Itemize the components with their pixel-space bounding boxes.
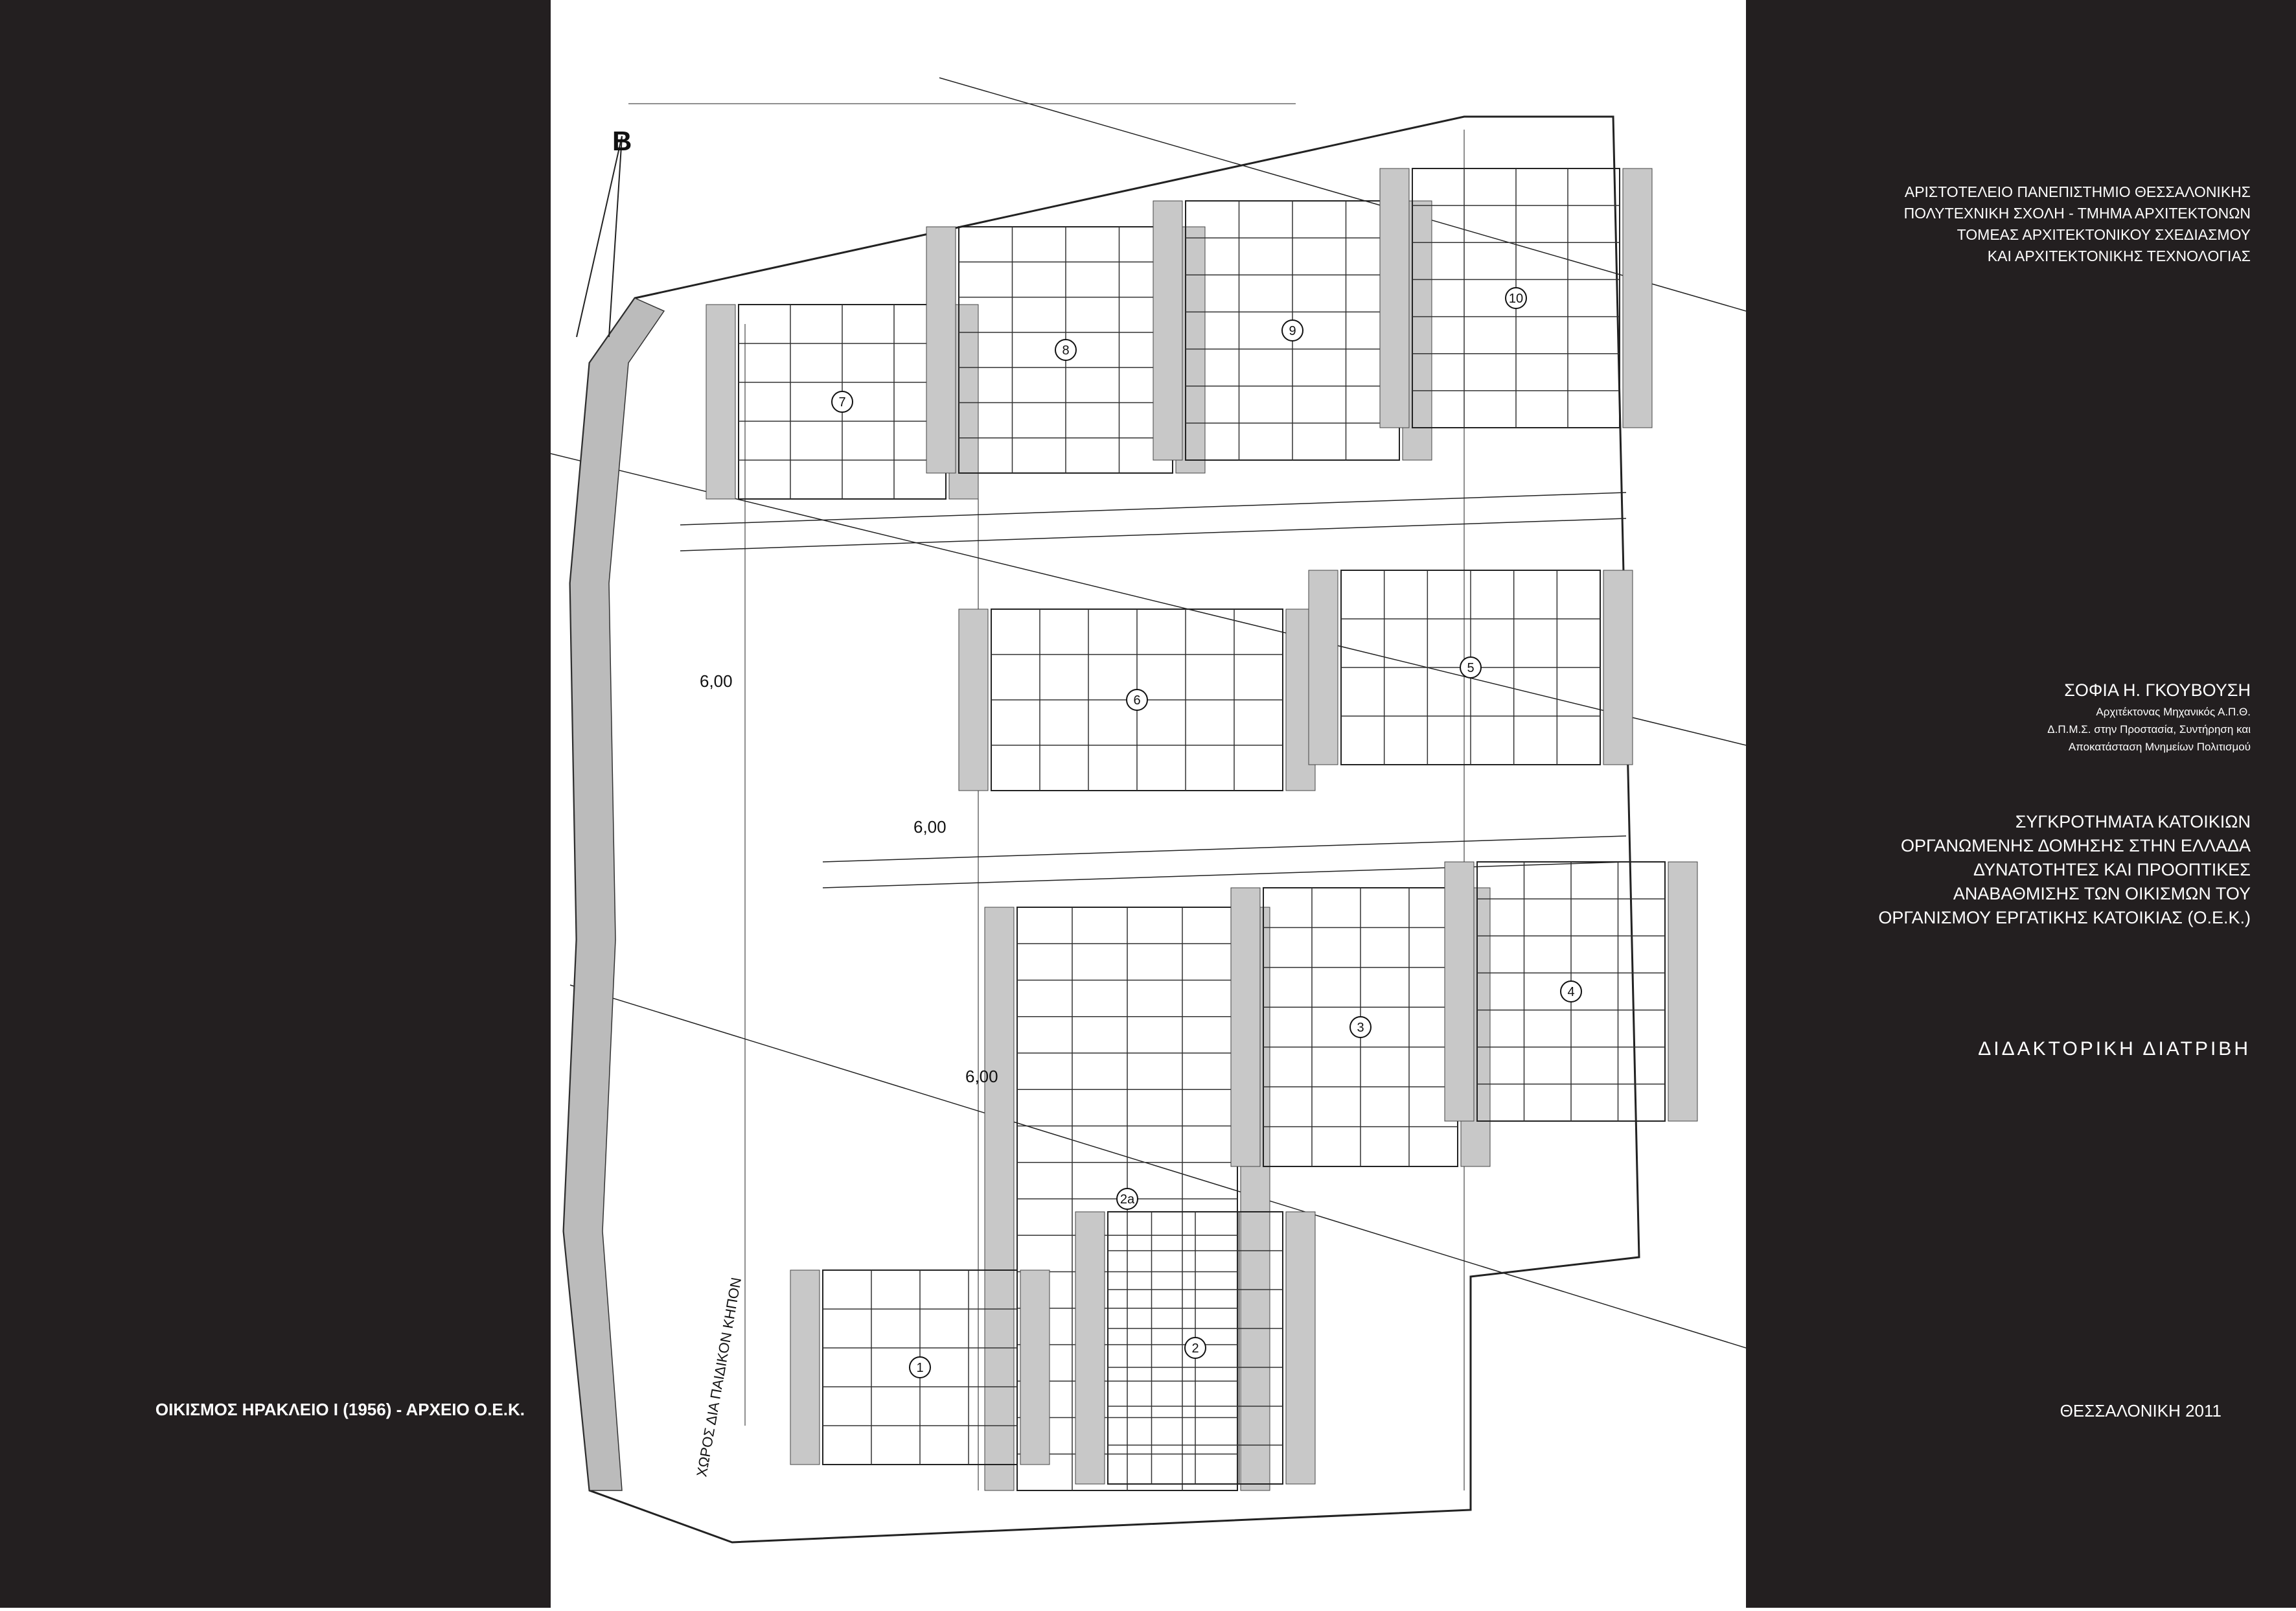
garden-strip: [1020, 1270, 1050, 1465]
thesis-title: [1878, 810, 2251, 930]
site-plan-drawing: [551, 0, 1746, 1608]
block-number: 10: [1508, 292, 1524, 306]
garden-strip: [985, 907, 1014, 1490]
north-letter: Β: [612, 126, 632, 156]
garden-strip: [959, 609, 988, 791]
housing-block: [959, 609, 1315, 791]
garden-strip: [1668, 862, 1697, 1121]
author-block: [2047, 677, 2251, 756]
road-width-label: 6,00: [700, 671, 733, 691]
document-type: ΔΙΔΑΚΤΟΡΙΚΗ ΔΙΑΤΡΙΒΗ: [1978, 1038, 2251, 1060]
garden-strip: [1603, 570, 1633, 765]
left-panel: [0, 0, 551, 1608]
university-line: ΚΑΙ ΑΡΧΙΤΕΚΤΟΝΙΚΗΣ ΤΕΧΝΟΛΟΓΙΑΣ: [1987, 248, 2251, 264]
university-line: ΤΟΜΕΑΣ ΑΡΧΙΤΕΚΤΟΝΙΚΟΥ ΣΧΕΔΙΑΣΜΟΥ: [1957, 226, 2251, 243]
block-number: 8: [1062, 343, 1070, 358]
university-line: ΑΡΙΣΤΟΤΕΛΕΙΟ ΠΑΝΕΠΙΣΤΗΜΙΟ ΘΕΣΣΑΛΟΝΙΚΗΣ: [1904, 183, 2251, 200]
garden-strip: [1286, 1212, 1315, 1484]
thesis-title-line: ΟΡΓΑΝΩΜΕΝΗΣ ΔΟΜΗΣΗΣ ΣΤΗΝ ΕΛΛΑΔΑ: [1901, 836, 2251, 855]
housing-block: [1309, 570, 1633, 765]
block-number: 7: [838, 395, 846, 410]
garden-strip: [926, 227, 956, 473]
road-width-label: 6,00: [913, 817, 947, 837]
right-panel: [1746, 0, 2296, 1608]
garden-strip: [790, 1270, 820, 1465]
thesis-title-line: ΔΥΝΑΤΟΤΗΤΕΣ ΚΑΙ ΠΡΟΟΠΤΙΚΕΣ: [1973, 860, 2251, 879]
author-detail: Αρχιτέκτονας Μηχανικός Α.Π.Θ.: [2096, 706, 2251, 718]
place-year: ΘΕΣΣΑΛΟΝΙΚΗ 2011: [2060, 1401, 2221, 1420]
road-width-label: 6,00: [965, 1067, 998, 1086]
garden-strip: [1380, 168, 1409, 428]
block-number: 1: [916, 1361, 924, 1375]
block-number: 6: [1133, 693, 1141, 708]
garden-strip: [706, 305, 735, 499]
block-number: 2: [1191, 1341, 1199, 1356]
block-number: 5: [1467, 661, 1475, 675]
play-area-label: ΧΩΡΟΣ ΔΙΑ ΠΑΙΔΙΚΟΝ ΚΗΠΟΝ: [693, 1276, 745, 1478]
thesis-title-line: ΣΥΓΚΡΟΤΗΜΑΤΑ ΚΑΤΟΙΚΙΩΝ: [2015, 812, 2251, 831]
block-number: 9: [1289, 324, 1296, 338]
block-number: 4: [1567, 985, 1575, 999]
garden-strip: [1309, 570, 1338, 765]
housing-block: [1075, 1212, 1315, 1484]
author-name: ΣΟΦΙΑ Η. ΓΚΟΥΒΟΥΣΗ: [2064, 680, 2251, 700]
garden-strip: [1623, 168, 1652, 428]
thesis-title-line: ΟΡΓΑΝΙΣΜΟΥ ΕΡΓΑΤΙΚΗΣ ΚΑΤΟΙΚΙΑΣ (Ο.Ε.Κ.): [1878, 908, 2251, 927]
garden-strip: [1445, 862, 1474, 1121]
thesis-title-line: ΑΝΑΒΑΘΜΙΣΗΣ ΤΩΝ ΟΙΚΙΣΜΩΝ ΤΟΥ: [1953, 884, 2251, 903]
university-line: ΠΟΛΥΤΕΧΝΙΚΗ ΣΧΟΛΗ - ΤΜΗΜΑ ΑΡΧΙΤΕΚΤΟΝΩΝ: [1903, 205, 2251, 222]
garden-strip: [1153, 201, 1182, 460]
university-block: [1904, 181, 2251, 267]
site-plan: [551, 0, 1746, 1608]
plan-caption: ΟΙΚΙΣΜΟΣ ΗΡΑΚΛΕΙΟ Ι (1956) - ΑΡΧΕΙΟ Ο.Ε.Κ.: [155, 1400, 525, 1419]
garden-strip: [1075, 1212, 1105, 1484]
block-number: 2a: [1119, 1192, 1135, 1207]
author-detail: Αποκατάσταση Μνημείων Πολιτισμού: [2068, 741, 2251, 753]
author-detail: Δ.Π.Μ.Σ. στην Προστασία, Συντήρηση και: [2047, 723, 2251, 736]
garden-strip: [1231, 888, 1260, 1166]
block-number: 3: [1357, 1021, 1364, 1035]
north-arrow-icon: [577, 126, 632, 337]
